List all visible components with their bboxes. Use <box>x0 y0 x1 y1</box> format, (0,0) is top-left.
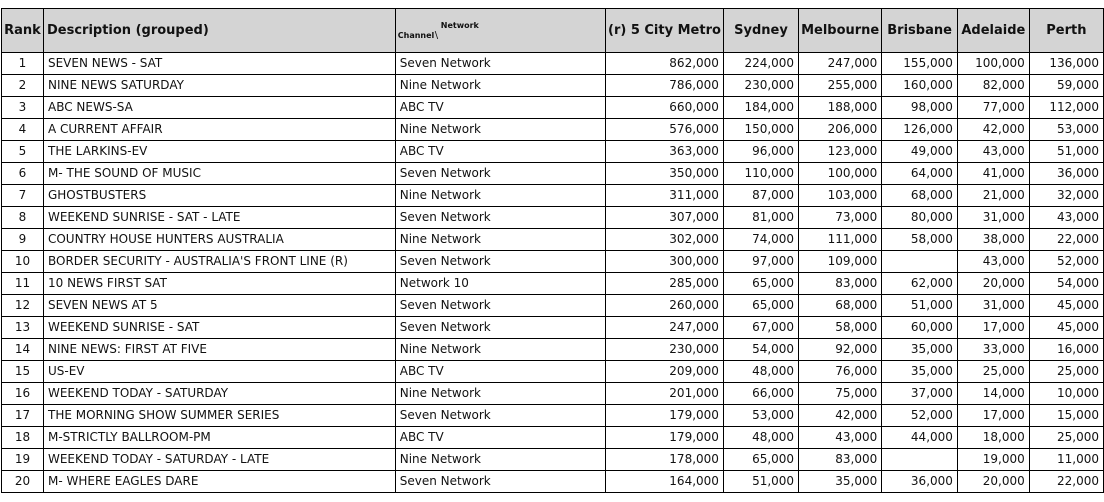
header-channel: Channel <box>397 31 435 40</box>
cell-rank: 2 <box>2 75 44 97</box>
cell-network: Seven Network <box>395 295 605 317</box>
table-row <box>2 273 1104 295</box>
cell-perth: 22,000 <box>1029 229 1103 251</box>
cell-brisbane: 49,000 <box>882 141 958 163</box>
cell-rank: 14 <box>2 339 44 361</box>
cell-rank: 12 <box>2 295 44 317</box>
cell-sydney: 96,000 <box>723 141 798 163</box>
cell-rank: 7 <box>2 185 44 207</box>
cell-perth: 59,000 <box>1029 75 1103 97</box>
cell-metro: 230,000 <box>606 339 724 361</box>
cell-brisbane: 60,000 <box>882 317 958 339</box>
cell-description: WEEKEND SUNRISE - SAT - LATE <box>43 207 395 229</box>
cell-description: SEVEN NEWS - SAT <box>43 53 395 75</box>
cell-brisbane: 160,000 <box>882 75 958 97</box>
table-row <box>2 185 1104 207</box>
cell-perth: 22,000 <box>1029 471 1103 493</box>
cell-perth: 32,000 <box>1029 185 1103 207</box>
cell-sydney: 97,000 <box>723 251 798 273</box>
cell-network: Seven Network <box>395 53 605 75</box>
cell-sydney: 74,000 <box>723 229 798 251</box>
table-row <box>2 97 1104 119</box>
cell-adelaide: 17,000 <box>957 405 1029 427</box>
cell-description: THE MORNING SHOW SUMMER SERIES <box>43 405 395 427</box>
header-adelaide: Adelaide <box>957 9 1029 53</box>
cell-sydney: 184,000 <box>723 97 798 119</box>
cell-network: Network 10 <box>395 273 605 295</box>
cell-metro: 164,000 <box>606 471 724 493</box>
cell-melbourne: 43,000 <box>799 427 882 449</box>
table-row <box>2 229 1104 251</box>
cell-rank: 16 <box>2 383 44 405</box>
cell-adelaide: 17,000 <box>957 317 1029 339</box>
cell-description: ABC NEWS-SA <box>43 97 395 119</box>
cell-sydney: 54,000 <box>723 339 798 361</box>
cell-sydney: 67,000 <box>723 317 798 339</box>
cell-brisbane: 37,000 <box>882 383 958 405</box>
cell-rank: 8 <box>2 207 44 229</box>
header-rank: Rank <box>2 9 44 53</box>
table-header <box>2 9 1104 53</box>
table-body <box>2 53 1104 493</box>
cell-sydney: 224,000 <box>723 53 798 75</box>
table-row <box>2 251 1104 273</box>
cell-network: Nine Network <box>395 449 605 471</box>
cell-melbourne: 92,000 <box>799 339 882 361</box>
cell-adelaide: 100,000 <box>957 53 1029 75</box>
header-brisbane: Brisbane <box>882 9 958 53</box>
cell-metro: 862,000 <box>606 53 724 75</box>
cell-metro: 179,000 <box>606 427 724 449</box>
cell-brisbane: 52,000 <box>882 405 958 427</box>
cell-melbourne: 247,000 <box>799 53 882 75</box>
cell-rank: 18 <box>2 427 44 449</box>
cell-melbourne: 100,000 <box>799 163 882 185</box>
cell-brisbane: 58,000 <box>882 229 958 251</box>
cell-metro: 300,000 <box>606 251 724 273</box>
cell-adelaide: 21,000 <box>957 185 1029 207</box>
cell-sydney: 66,000 <box>723 383 798 405</box>
cell-adelaide: 41,000 <box>957 163 1029 185</box>
cell-perth: 136,000 <box>1029 53 1103 75</box>
cell-adelaide: 19,000 <box>957 449 1029 471</box>
cell-melbourne: 75,000 <box>799 383 882 405</box>
table-row <box>2 361 1104 383</box>
cell-description: M- WHERE EAGLES DARE <box>43 471 395 493</box>
cell-brisbane: 44,000 <box>882 427 958 449</box>
cell-metro: 260,000 <box>606 295 724 317</box>
cell-network: Nine Network <box>395 229 605 251</box>
cell-brisbane <box>882 449 958 471</box>
table-row <box>2 405 1104 427</box>
cell-description: BORDER SECURITY - AUSTRALIA'S FRONT LINE (R) <box>43 251 395 273</box>
cell-perth: 51,000 <box>1029 141 1103 163</box>
cell-perth: 52,000 <box>1029 251 1103 273</box>
cell-sydney: 150,000 <box>723 119 798 141</box>
cell-rank: 5 <box>2 141 44 163</box>
cell-sydney: 81,000 <box>723 207 798 229</box>
cell-description: 10 NEWS FIRST SAT <box>43 273 395 295</box>
table-row <box>2 295 1104 317</box>
cell-melbourne: 123,000 <box>799 141 882 163</box>
cell-description: A CURRENT AFFAIR <box>43 119 395 141</box>
cell-rank: 20 <box>2 471 44 493</box>
cell-brisbane: 51,000 <box>882 295 958 317</box>
cell-metro: 576,000 <box>606 119 724 141</box>
cell-melbourne: 58,000 <box>799 317 882 339</box>
cell-description: WEEKEND TODAY - SATURDAY <box>43 383 395 405</box>
cell-sydney: 65,000 <box>723 449 798 471</box>
table-row <box>2 163 1104 185</box>
cell-description: M-STRICTLY BALLROOM-PM <box>43 427 395 449</box>
cell-adelaide: 42,000 <box>957 119 1029 141</box>
cell-sydney: 48,000 <box>723 361 798 383</box>
cell-rank: 3 <box>2 97 44 119</box>
cell-melbourne: 83,000 <box>799 273 882 295</box>
cell-sydney: 51,000 <box>723 471 798 493</box>
cell-rank: 6 <box>2 163 44 185</box>
header-network: Network <box>440 21 479 30</box>
cell-adelaide: 38,000 <box>957 229 1029 251</box>
cell-network: ABC TV <box>395 427 605 449</box>
ratings-table <box>1 8 1104 493</box>
cell-network: Nine Network <box>395 339 605 361</box>
cell-rank: 13 <box>2 317 44 339</box>
cell-metro: 178,000 <box>606 449 724 471</box>
cell-rank: 19 <box>2 449 44 471</box>
table-row <box>2 317 1104 339</box>
cell-network: Nine Network <box>395 383 605 405</box>
cell-metro: 350,000 <box>606 163 724 185</box>
cell-adelaide: 82,000 <box>957 75 1029 97</box>
cell-metro: 179,000 <box>606 405 724 427</box>
cell-network: Seven Network <box>395 251 605 273</box>
cell-perth: 16,000 <box>1029 339 1103 361</box>
table-row <box>2 75 1104 97</box>
cell-perth: 45,000 <box>1029 295 1103 317</box>
cell-rank: 4 <box>2 119 44 141</box>
header-perth: Perth <box>1029 9 1103 53</box>
cell-melbourne: 73,000 <box>799 207 882 229</box>
cell-description: SEVEN NEWS AT 5 <box>43 295 395 317</box>
table-row <box>2 207 1104 229</box>
cell-description: NINE NEWS: FIRST AT FIVE <box>43 339 395 361</box>
table-row <box>2 383 1104 405</box>
cell-melbourne: 68,000 <box>799 295 882 317</box>
cell-sydney: 65,000 <box>723 273 798 295</box>
cell-melbourne: 206,000 <box>799 119 882 141</box>
cell-sydney: 230,000 <box>723 75 798 97</box>
cell-perth: 10,000 <box>1029 383 1103 405</box>
cell-network: Seven Network <box>395 207 605 229</box>
cell-perth: 36,000 <box>1029 163 1103 185</box>
cell-metro: 201,000 <box>606 383 724 405</box>
cell-adelaide: 25,000 <box>957 361 1029 383</box>
header-sydney: Sydney <box>723 9 798 53</box>
cell-sydney: 87,000 <box>723 185 798 207</box>
cell-melbourne: 83,000 <box>799 449 882 471</box>
header-description: Description (grouped) <box>43 9 395 53</box>
table-row <box>2 141 1104 163</box>
cell-network: ABC TV <box>395 141 605 163</box>
cell-network: Seven Network <box>395 317 605 339</box>
cell-metro: 311,000 <box>606 185 724 207</box>
cell-adelaide: 18,000 <box>957 427 1029 449</box>
cell-melbourne: 42,000 <box>799 405 882 427</box>
header-melbourne: Melbourne <box>799 9 882 53</box>
table-row <box>2 449 1104 471</box>
cell-rank: 15 <box>2 361 44 383</box>
table-row <box>2 119 1104 141</box>
cell-metro: 302,000 <box>606 229 724 251</box>
cell-rank: 9 <box>2 229 44 251</box>
cell-sydney: 65,000 <box>723 295 798 317</box>
cell-metro: 307,000 <box>606 207 724 229</box>
table-row <box>2 339 1104 361</box>
cell-brisbane <box>882 251 958 273</box>
cell-sydney: 110,000 <box>723 163 798 185</box>
cell-network: Seven Network <box>395 163 605 185</box>
cell-melbourne: 255,000 <box>799 75 882 97</box>
cell-metro: 285,000 <box>606 273 724 295</box>
cell-description: WEEKEND SUNRISE - SAT <box>43 317 395 339</box>
cell-rank: 10 <box>2 251 44 273</box>
cell-network: Nine Network <box>395 185 605 207</box>
cell-description: GHOSTBUSTERS <box>43 185 395 207</box>
cell-adelaide: 43,000 <box>957 141 1029 163</box>
cell-adelaide: 31,000 <box>957 207 1029 229</box>
cell-adelaide: 31,000 <box>957 295 1029 317</box>
cell-adelaide: 20,000 <box>957 471 1029 493</box>
cell-adelaide: 33,000 <box>957 339 1029 361</box>
cell-perth: 54,000 <box>1029 273 1103 295</box>
cell-melbourne: 76,000 <box>799 361 882 383</box>
cell-perth: 25,000 <box>1029 427 1103 449</box>
cell-metro: 209,000 <box>606 361 724 383</box>
cell-metro: 247,000 <box>606 317 724 339</box>
cell-network: Seven Network <box>395 471 605 493</box>
table-row <box>2 427 1104 449</box>
cell-description: THE LARKINS-EV <box>43 141 395 163</box>
cell-description: COUNTRY HOUSE HUNTERS AUSTRALIA <box>43 229 395 251</box>
cell-network: ABC TV <box>395 361 605 383</box>
cell-perth: 53,000 <box>1029 119 1103 141</box>
cell-melbourne: 111,000 <box>799 229 882 251</box>
cell-perth: 25,000 <box>1029 361 1103 383</box>
cell-melbourne: 188,000 <box>799 97 882 119</box>
cell-brisbane: 98,000 <box>882 97 958 119</box>
cell-network: Nine Network <box>395 119 605 141</box>
cell-perth: 43,000 <box>1029 207 1103 229</box>
cell-metro: 660,000 <box>606 97 724 119</box>
cell-description: M- THE SOUND OF MUSIC <box>43 163 395 185</box>
cell-brisbane: 35,000 <box>882 339 958 361</box>
cell-perth: 45,000 <box>1029 317 1103 339</box>
cell-melbourne: 35,000 <box>799 471 882 493</box>
cell-description: NINE NEWS SATURDAY <box>43 75 395 97</box>
cell-adelaide: 14,000 <box>957 383 1029 405</box>
cell-perth: 112,000 <box>1029 97 1103 119</box>
cell-metro: 363,000 <box>606 141 724 163</box>
cell-melbourne: 103,000 <box>799 185 882 207</box>
cell-description: WEEKEND TODAY - SATURDAY - LATE <box>43 449 395 471</box>
cell-adelaide: 20,000 <box>957 273 1029 295</box>
cell-sydney: 48,000 <box>723 427 798 449</box>
cell-melbourne: 109,000 <box>799 251 882 273</box>
cell-network: Nine Network <box>395 75 605 97</box>
header-channel-network <box>395 9 605 53</box>
table-row <box>2 53 1104 75</box>
cell-brisbane: 35,000 <box>882 361 958 383</box>
cell-brisbane: 80,000 <box>882 207 958 229</box>
header-metro: (r) 5 City Metro <box>606 9 724 53</box>
cell-description: US-EV <box>43 361 395 383</box>
cell-rank: 1 <box>2 53 44 75</box>
cell-brisbane: 68,000 <box>882 185 958 207</box>
cell-perth: 15,000 <box>1029 405 1103 427</box>
cell-brisbane: 62,000 <box>882 273 958 295</box>
cell-adelaide: 43,000 <box>957 251 1029 273</box>
cell-brisbane: 155,000 <box>882 53 958 75</box>
cell-rank: 17 <box>2 405 44 427</box>
cell-brisbane: 36,000 <box>882 471 958 493</box>
cell-rank: 11 <box>2 273 44 295</box>
cell-network: ABC TV <box>395 97 605 119</box>
cell-brisbane: 126,000 <box>882 119 958 141</box>
cell-metro: 786,000 <box>606 75 724 97</box>
table-row <box>2 471 1104 493</box>
cell-brisbane: 64,000 <box>882 163 958 185</box>
cell-sydney: 53,000 <box>723 405 798 427</box>
header-divider: \ <box>434 30 439 41</box>
cell-adelaide: 77,000 <box>957 97 1029 119</box>
cell-network: Seven Network <box>395 405 605 427</box>
cell-perth: 11,000 <box>1029 449 1103 471</box>
